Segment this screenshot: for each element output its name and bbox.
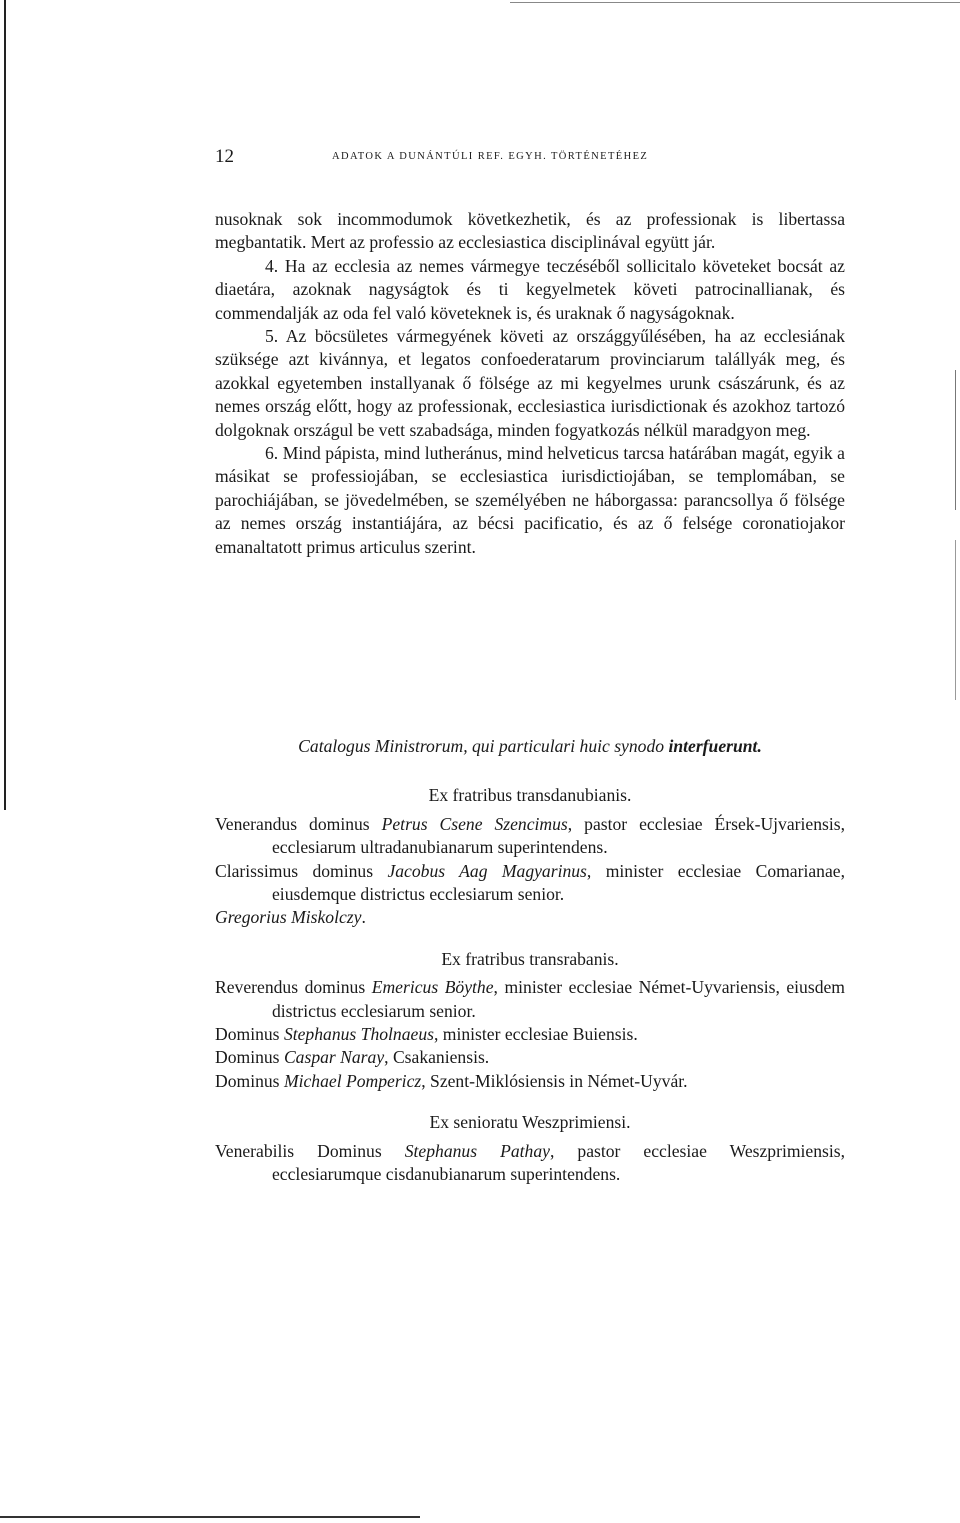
paragraph: 6. Mind pápista, mind lutheránus, mind helveticus tarcsa határában magát, egyik a másikat se professiojában, se ecclesiastica iurisdictiojában, se templomában, se parochiájában, se jövedelmében, se személyében ne háborgassa: parancsollya ő fölsége az nemes ország instantiájára, az bécsi pacificatio, és az ő felsége coronatiojakor emanaltatott primus articulus szerint. (215, 443, 845, 557)
scan-edge-right (955, 370, 956, 510)
entry-detail: , pastor ecclesiae Weszprimiensis, ecclesiarumque cisdanubianarum superintendens. (272, 1140, 845, 1185)
section-heading: Ex fratribus transdanubianis. (428, 785, 632, 806)
catalog-title-text: Catalogus Ministrorum, qui particulari huic synodo (298, 736, 665, 756)
page-header (215, 146, 845, 170)
scan-edge-bottom (0, 1516, 420, 1518)
entry-name: Stephanus Pathay (404, 1140, 550, 1161)
entry-detail: . (361, 907, 366, 928)
catalog-entry (215, 860, 845, 907)
catalog-entry (215, 976, 845, 1023)
entry-title: Venerandus dominus (215, 813, 370, 834)
catalog-title (215, 735, 845, 758)
entry-name: Petrus Csene Szencimus (381, 813, 568, 834)
entry-name: Gregorius Miskolczy (215, 907, 362, 928)
catalog-entry (215, 1023, 845, 1046)
entry-name: Stephanus Tholnaeus (283, 1024, 434, 1045)
body-text (215, 208, 845, 559)
entry-name: Caspar Naray (283, 1047, 385, 1068)
entry-name: Michael Pompericz (283, 1070, 422, 1091)
entry-detail: , Csakaniensis. (384, 1047, 490, 1068)
section-heading: Ex fratribus transrabanis. (441, 948, 619, 969)
scan-edge-top (510, 2, 960, 3)
running-title: ADATOK A DUNÁNTÚLI REF. EGYH. TÖRTÉNETÉHEZ (332, 151, 649, 162)
catalog-entry (215, 1140, 845, 1187)
catalog-entry (215, 813, 845, 860)
ministers-catalog (215, 735, 845, 1187)
entry-name: Emericus Böythe (371, 977, 494, 998)
page-number: 12 (215, 146, 234, 167)
catalog-entry (215, 1046, 845, 1069)
entry-title: Dominus (215, 1047, 280, 1068)
entry-detail: , minister ecclesiae Buiensis. (433, 1024, 638, 1045)
entry-detail: , Szent-Miklósiensis in Német-Uyvár. (421, 1070, 688, 1091)
paragraph: 4. Ha az ecclesia az nemes vármegye teczéséből sollicitalo követeket bocsát az diaetára, azoknak nagyságtok és ti kegyelmetek követi patrocinallianak, és commendalják az oda fel való követeknek is, és uraknak ő nagyságoknak. (215, 255, 845, 323)
entry-title: Reverendus dominus (215, 977, 366, 998)
paragraph: 5. Az böcsületes vármegyének követi az országgyűlésében, ha az ecclesiának szüksége azt kivánnya, et legatos confoederatarum provinciarum talállyák meg, és azokkal egyetemben installyanak ő fölsége az mi kegyelmes urunk császárunk, és az nemes ország előtt, hogy az professionak, ecclesiastica iurisdictionak és azokhoz tartozó dolgoknak országul be vett szabadsága, minden fogyatkozás nélkül maradgyon meg. (215, 326, 845, 440)
entry-title: Dominus (215, 1070, 280, 1091)
paragraph: nusoknak sok incommodumok következhetik, és az professionak is libertassa megbantatik. Mert az professio az ecclesiastica disciplinával együtt jár. (215, 209, 845, 253)
entry-title: Dominus (215, 1024, 280, 1045)
catalog-title-emphasis: interfuerunt. (668, 736, 762, 756)
entry-title: Venerabilis Dominus (215, 1140, 382, 1161)
entry-name: Jacobus Aag Magyarinus (387, 860, 587, 881)
catalog-entry (215, 1070, 845, 1093)
entry-detail: , minister ecclesiae Német-Uyvariensis, eiusdem districtus ecclesiarum senior. (272, 977, 845, 1021)
scan-edge-right (955, 540, 956, 700)
entry-detail: , minister ecclesiae Comarianae, eiusdemque districtus ecclesiarum senior. (272, 860, 845, 905)
entry-title: Clarissimus dominus (215, 860, 374, 881)
entry-detail: , pastor ecclesiae Érsek-Ujvariensis, ecclesiarum ultradanubianarum superintendens. (272, 813, 845, 858)
catalog-entry (215, 906, 845, 929)
section-heading: Ex senioratu Weszprimiensi. (429, 1112, 631, 1133)
scan-edge-left (4, 0, 6, 810)
